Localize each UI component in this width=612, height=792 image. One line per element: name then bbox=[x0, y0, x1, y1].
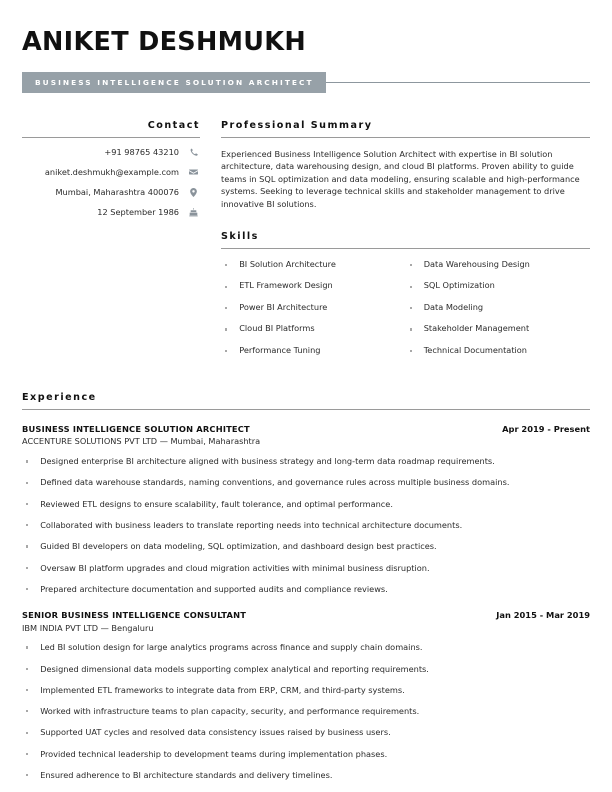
list-item bbox=[221, 281, 406, 291]
bullet-text: Prepared architecture documentation and supported audits and compliance reviews. bbox=[40, 583, 388, 594]
contact-location-value: Mumbai, Maharashtra 400076 bbox=[55, 187, 179, 198]
job-header bbox=[22, 424, 590, 434]
list-item bbox=[221, 346, 406, 356]
list-item bbox=[22, 727, 590, 739]
square-bullet-icon bbox=[225, 328, 227, 330]
skill-label: Performance Tuning bbox=[239, 344, 321, 355]
bullet-text: Ensured adherence to BI architecture standards and delivery timelines. bbox=[40, 769, 333, 780]
list-item bbox=[22, 456, 590, 468]
summary-text: Experienced Business Intelligence Solution Architect with expertise in BI solution architecture, data warehousing design, and cloud BI platforms. Proven ability to guide teams in SQL optimization and data modeling, ensuring scalable and high-performance systems. Seeking to leverage technical skills and stakeholder management to drive innovative BI solutions. bbox=[221, 149, 580, 209]
list-item bbox=[22, 685, 590, 697]
skills-section bbox=[221, 232, 590, 367]
skill-label: ETL Framework Design bbox=[239, 280, 333, 291]
candidate-name: ANIKET DESHMUKH bbox=[22, 27, 306, 57]
contact-item-birthday bbox=[22, 207, 200, 218]
contact-item-phone bbox=[22, 147, 200, 158]
contact-heading-rule bbox=[22, 137, 200, 138]
bullet-text: Worked with infrastructure teams to plan capacity, security, and performance requirements. bbox=[40, 706, 420, 717]
list-item bbox=[22, 541, 590, 553]
job-title: SENIOR BUSINESS INTELLIGENCE CONSULTANT bbox=[22, 609, 247, 620]
list-item bbox=[22, 770, 590, 782]
list-item bbox=[22, 584, 590, 596]
bullet-text: Led BI solution design for large analytics programs across finance and supply chain domains. bbox=[40, 642, 423, 653]
list-item bbox=[22, 642, 590, 654]
bullet-text: Supported UAT cycles and resolved data consistency issues raised by business users. bbox=[40, 727, 391, 738]
square-bullet-icon bbox=[410, 350, 412, 352]
list-item bbox=[221, 260, 406, 270]
square-bullet-icon bbox=[410, 286, 412, 288]
list-item bbox=[221, 303, 406, 313]
square-bullet-icon bbox=[26, 482, 28, 484]
contact-list bbox=[22, 147, 200, 218]
bullet-text: Collaborated with business leaders to translate reporting needs into technical architecture documents. bbox=[40, 519, 463, 530]
header-rule bbox=[326, 82, 590, 83]
skill-label: SQL Optimization bbox=[423, 280, 495, 291]
envelope-icon bbox=[187, 168, 200, 176]
square-bullet-icon bbox=[225, 286, 227, 288]
bullet-text: Reviewed ETL designs to ensure scalability, fault tolerance, and optimal performance. bbox=[40, 498, 393, 509]
job-dates: Apr 2019 - Present bbox=[502, 423, 590, 434]
square-bullet-icon bbox=[26, 524, 28, 526]
list-item bbox=[22, 499, 590, 511]
list-item bbox=[22, 664, 590, 676]
bullet-text: Provided technical leadership to development teams during implementation phases. bbox=[40, 748, 388, 759]
job-title: BUSINESS INTELLIGENCE SOLUTION ARCHITECT bbox=[22, 423, 250, 434]
list-item bbox=[406, 260, 591, 270]
job-bullet-list bbox=[22, 456, 590, 596]
skill-label: BI Solution Architecture bbox=[239, 258, 336, 269]
bullet-text: Designed dimensional data models supporting complex analytical and reporting requirements. bbox=[40, 663, 429, 674]
job-bullet-list bbox=[22, 642, 590, 782]
bullet-text: Guided BI developers on data modeling, SQL optimization, and dashboard design best practices. bbox=[40, 541, 437, 552]
list-item bbox=[406, 324, 591, 334]
skills-heading: Skills bbox=[221, 231, 259, 243]
summary-heading-rule bbox=[221, 137, 590, 138]
skills-column-left bbox=[221, 260, 406, 367]
job-title-row bbox=[22, 72, 590, 93]
professional-summary-section bbox=[221, 121, 590, 210]
contact-email-value: aniket.deshmukh@example.com bbox=[44, 167, 179, 178]
bullet-text: Oversaw BI platform upgrades and cloud migration activities with minimal business disruption. bbox=[40, 562, 430, 573]
square-bullet-icon bbox=[225, 264, 227, 266]
experience-job-2 bbox=[22, 610, 590, 782]
skills-grid bbox=[221, 260, 590, 367]
contact-phone-value: +91 98765 43210 bbox=[104, 147, 179, 157]
upper-columns bbox=[22, 121, 590, 367]
square-bullet-icon bbox=[26, 732, 28, 734]
contact-item-email bbox=[22, 167, 200, 178]
bullet-text: Defined data warehouse standards, naming conventions, and governance rules across multiple business domains. bbox=[40, 477, 510, 488]
job-company: IBM INDIA PVT LTD — Bengaluru bbox=[22, 622, 154, 633]
square-bullet-icon bbox=[26, 753, 28, 755]
square-bullet-icon bbox=[26, 689, 28, 691]
experience-heading: Experience bbox=[22, 392, 97, 404]
square-bullet-icon bbox=[26, 710, 28, 712]
skills-heading-rule bbox=[221, 248, 590, 249]
list-item bbox=[22, 749, 590, 761]
skill-label: Technical Documentation bbox=[423, 344, 528, 355]
list-item bbox=[22, 706, 590, 718]
square-bullet-icon bbox=[26, 646, 28, 648]
phone-icon bbox=[187, 148, 200, 156]
skill-label: Data Modeling bbox=[423, 301, 484, 312]
contact-item-location bbox=[22, 187, 200, 198]
summary-heading: Professional Summary bbox=[221, 120, 373, 132]
square-bullet-icon bbox=[410, 264, 412, 266]
square-bullet-icon bbox=[26, 567, 28, 569]
square-bullet-icon bbox=[26, 588, 28, 590]
list-item bbox=[221, 324, 406, 334]
skill-label: Cloud BI Platforms bbox=[239, 323, 315, 334]
square-bullet-icon bbox=[410, 307, 412, 309]
square-bullet-icon bbox=[26, 460, 28, 462]
skill-label: Stakeholder Management bbox=[423, 323, 530, 334]
skills-column-right bbox=[406, 260, 591, 367]
list-item bbox=[22, 520, 590, 532]
square-bullet-icon bbox=[26, 503, 28, 505]
summary-skills-column bbox=[200, 121, 590, 367]
experience-heading-rule bbox=[22, 409, 590, 410]
location-pin-icon bbox=[187, 188, 200, 197]
list-item bbox=[406, 346, 591, 356]
contact-birthday-value: 12 September 1986 bbox=[97, 207, 179, 218]
list-item bbox=[22, 477, 590, 489]
square-bullet-icon bbox=[26, 545, 28, 547]
square-bullet-icon bbox=[26, 774, 28, 776]
square-bullet-icon bbox=[225, 307, 227, 309]
bullet-text: Implemented ETL frameworks to integrate data from ERP, CRM, and third-party systems. bbox=[40, 684, 405, 695]
experience-job-1 bbox=[22, 424, 590, 596]
list-item bbox=[406, 303, 591, 313]
job-header bbox=[22, 610, 590, 620]
list-item bbox=[22, 563, 590, 575]
square-bullet-icon bbox=[225, 350, 227, 352]
skill-label: Data Warehousing Design bbox=[423, 258, 530, 269]
experience-section bbox=[22, 393, 590, 782]
contact-column bbox=[22, 121, 200, 227]
birthday-cake-icon bbox=[187, 208, 200, 217]
job-company: ACCENTURE SOLUTIONS PVT LTD — Mumbai, Maharashtra bbox=[22, 436, 261, 447]
skill-label: Power BI Architecture bbox=[239, 301, 328, 312]
job-dates: Jan 2015 - Mar 2019 bbox=[496, 609, 590, 620]
square-bullet-icon bbox=[410, 328, 412, 330]
list-item bbox=[406, 281, 591, 291]
square-bullet-icon bbox=[26, 668, 28, 670]
resume-header bbox=[22, 22, 590, 93]
bullet-text: Designed enterprise BI architecture aligned with business strategy and long-term data roadmap requirements. bbox=[40, 456, 495, 467]
job-title-badge: BUSINESS INTELLIGENCE SOLUTION ARCHITECT bbox=[22, 72, 326, 93]
contact-heading: Contact bbox=[147, 120, 200, 132]
